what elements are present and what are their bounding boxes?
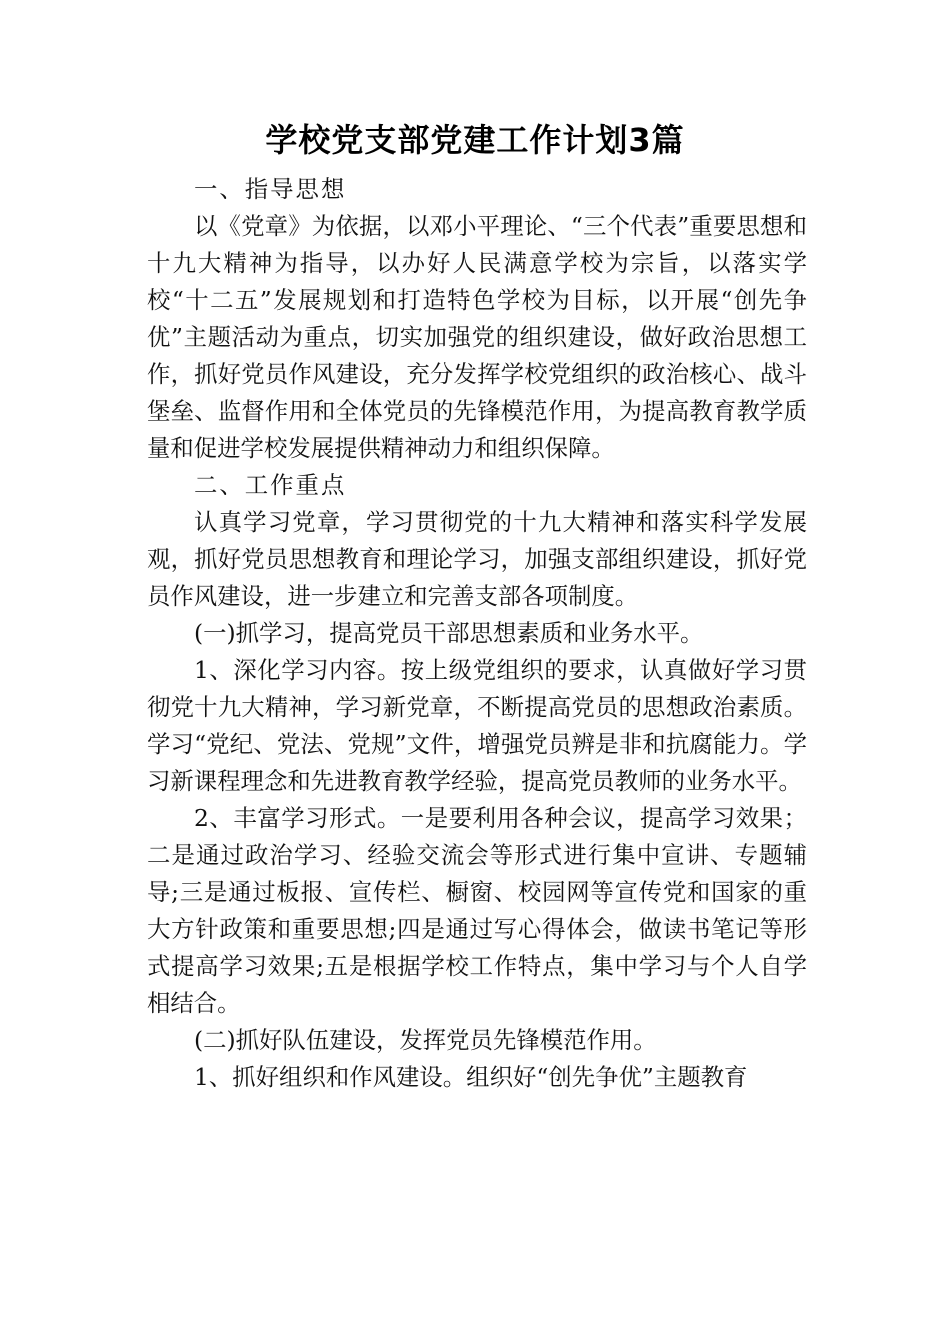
document-title: 学校党支部党建工作计划3篇 [265,121,685,159]
paragraph-study-forms: 2、丰富学习形式。一是要利用各种会议，提高学习效果；二是通过政治学习、经验交流会等形式进行集中宣讲、专题辅导;三是通过板报、宣传栏、橱窗、校园网等宣传党和国家的重大方针政策和重要思想;四是通过写心得体会，做读书笔记等形式提高学习效果;五是根据学校工作特点，集中学习与个人自学相结合。 [147,804,807,1017]
subheading-team-building: (二)抓好队伍建设，发挥党员先锋模范作用。 [194,1026,657,1054]
document-body [147,171,807,1096]
paragraph-organization-building: 1、抓好组织和作风建设。组织好“创先争优”主题教育 [194,1063,748,1091]
section-heading-work-focus: 二、工作重点 [194,471,347,499]
paragraph-guiding-ideology: 以《党章》为依据，以邓小平理论、“三个代表”重要思想和十九大精神为指导，以办好人民满意学校为宗旨，以落实学校“十二五”发展规划和打造特色学校为目标，以开展“创先争优”主题活动为重点，切实加强党的组织建设，做好政治思想工作，抓好党员作风建设，充分发挥学校党组织的政治核心、战斗堡垒、监督作用和全体党员的先锋模范作用，为提高教育教学质量和促进学校发展提供精神动力和组织保障。 [147,212,807,462]
paragraph-study-content: 1、深化学习内容。按上级党组织的要求，认真做好学习贯彻党十九大精神，学习新党章，不断提高党员的思想政治素质。学习“党纪、党法、党规”文件，增强党员辨是非和抗腐能力。学习新课程理念和先进教育教学经验，提高党员教师的业务水平。 [147,656,807,795]
section-heading-guiding-ideology: 一、指导思想 [194,175,347,203]
paragraph-work-focus: 认真学习党章，学习贯彻党的十九大精神和落实科学发展观，抓好党员思想教育和理论学习，加强支部组织建设，抓好党员作风建设，进一步建立和完善支部各项制度。 [147,508,807,610]
subheading-study: (一)抓学习，提高党员干部思想素质和业务水平。 [194,619,704,647]
